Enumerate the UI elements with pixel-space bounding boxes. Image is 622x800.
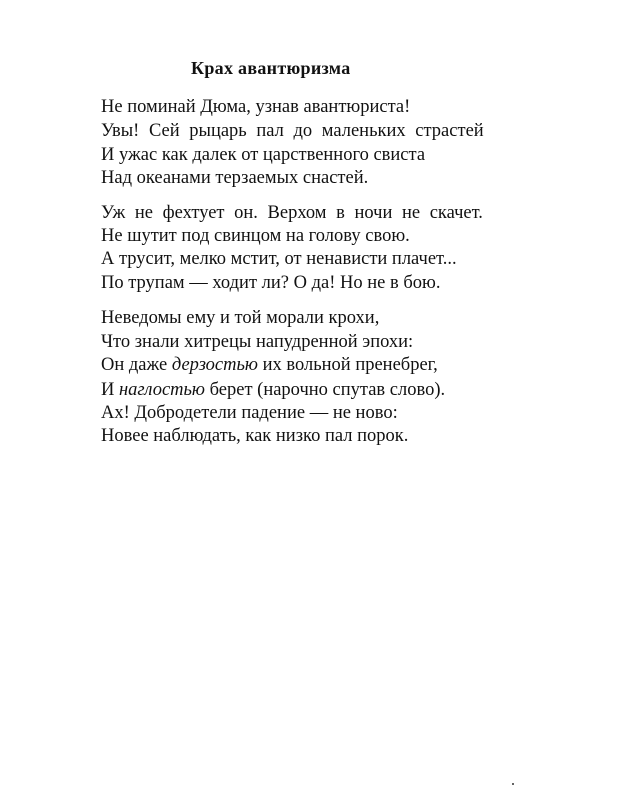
emphasized-word: дерзостью (171, 355, 258, 375)
poem-line: А трусит, мелко мстит, от ненависти плачет... (101, 249, 457, 269)
poem-line: И ужас как далек от царственного свиста (101, 145, 426, 165)
poem-line: Не поминай Дюма, узнав авантюриста! (101, 97, 411, 117)
poem-line: Неведомы ему и той морали крохи, (101, 308, 380, 328)
poem-title: Крах авантюризма (191, 58, 351, 78)
poem-line (101, 354, 438, 376)
poem-line: Не шутит под свинцом на голову свою. (101, 226, 410, 246)
text: их вольной пренебрег, (257, 355, 438, 375)
text: И (101, 380, 119, 400)
poem-line: Что знали хитрецы напудренной эпохи: (101, 332, 414, 352)
text: Он даже (101, 355, 172, 375)
poem-line: Увы! Сей рыцарь пал до маленьких страстей (101, 121, 484, 141)
poem-line: Ах! Добродетели падение — не ново: (101, 403, 398, 423)
poem-line (101, 379, 445, 401)
poem-line: Над океанами терзаемых снастей. (101, 168, 369, 188)
scan-speck (512, 783, 514, 785)
poem-line: Новее наблюдать, как низко пал порок. (101, 426, 409, 446)
poem-line: Уж не фехтует он. Верхом в ночи не скачет. (101, 203, 483, 223)
text: берет (нарочно спутав слово). (204, 380, 446, 400)
poem-line: По трупам — ходит ли? О да! Но не в бою. (101, 273, 441, 293)
emphasized-word: наглостью (119, 380, 205, 400)
